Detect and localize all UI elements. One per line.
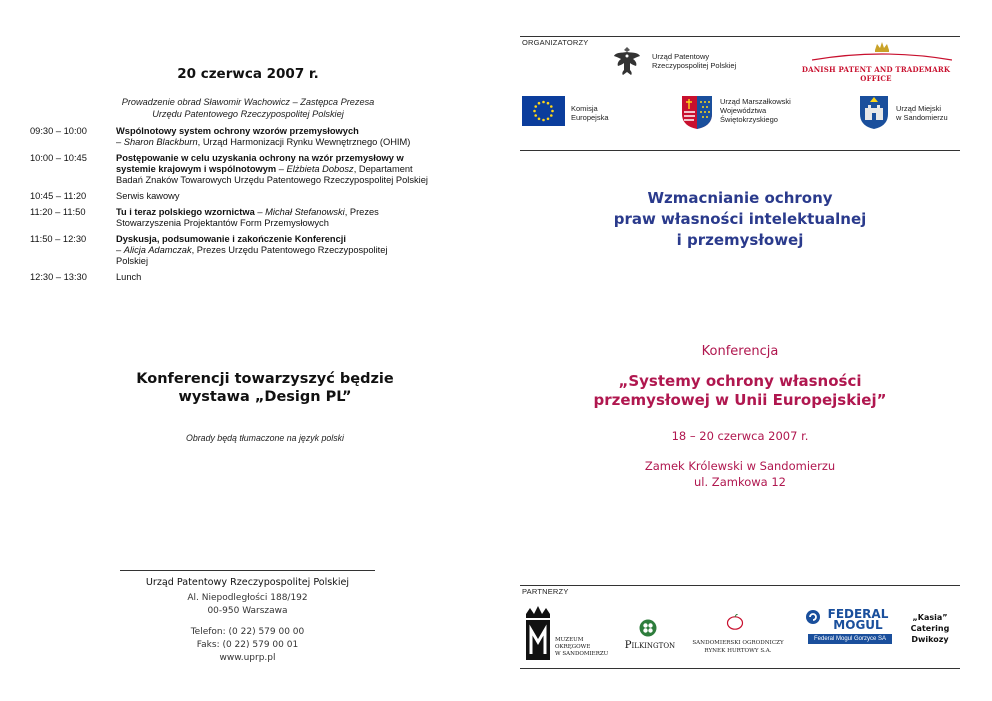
schedule-time: 11:50 – 12:30: [30, 234, 87, 244]
contact-street: Al. Niepodległości 188/192: [187, 593, 308, 603]
speaker-name: Alicja Adamczak: [123, 245, 192, 255]
dkpto-label: DANISH PATENT AND TRADEMARK OFFICE: [801, 65, 951, 83]
organizers-label: ORGANIZATORZY: [522, 38, 589, 47]
headline: Wzmacnianie ochrony praw własności intelektualnej i przemysłowej: [613, 189, 867, 249]
partners-label: PARTNERZY: [522, 587, 569, 596]
session-title: Postępowanie w celu uzyskania ochrony na wzór przemysłowy w systemie krajowym i wspólnotowym: [116, 153, 404, 174]
pilkington-emblem-icon: [639, 619, 657, 637]
conference-dates: 18 – 20 czerwca 2007 r.: [671, 429, 809, 443]
schedule-row: [30, 153, 470, 186]
schedule-row: [30, 207, 470, 229]
schedule-description: Tu i teraz polskiego wzornictwa – Michał Stefanowski, Prezes Stowarzyszenia Projektantów Form Przemysłowych: [116, 207, 379, 228]
schedule-time: 10:00 – 10:45: [30, 153, 87, 163]
schedule-time: 09:30 – 10:00: [30, 126, 87, 136]
contact-city: 00-950 Warszawa: [207, 606, 288, 616]
schedule-time: 12:30 – 13:30: [30, 272, 87, 282]
session-title: Wspólnotowy system ochrony wzorów przemysłowych: [116, 126, 359, 136]
speaker-name: Sharon Blackburn: [123, 137, 198, 147]
museum-logo-text: MUZEUM OKRĘGOWE W SANDOMIERZU: [555, 637, 609, 657]
schedule-time: 11:20 – 11:50: [30, 207, 86, 217]
schedule-description: Lunch: [116, 272, 142, 282]
conference-title: „Systemy ochrony własności przemysłowej w Unii Europejskiej”: [593, 372, 887, 409]
schedule-description: Wspólnotowy system ochrony wzorów przemysłowych – Sharon Blackburn, Urząd Harmonizacji Rynku Wewnętrznego (OHIM): [116, 126, 411, 147]
day-title: 20 czerwca 2007 r.: [177, 66, 319, 82]
crown-icon: [875, 42, 889, 50]
moderation-note: [0, 96, 496, 120]
sorh-logo-text: SANDOMIERSKI OGRODNICZY RYNEK HURTOWY S.A.: [692, 640, 784, 654]
contact-website[interactable]: www.uprp.pl: [219, 653, 276, 663]
kasia-catering-logo-text: „Kasia” Catering Dwikozy: [910, 613, 950, 644]
contact-phone: Telefon: (0 22) 579 00 00: [190, 627, 305, 637]
session-title: Dyskusja, podsumowanie i zakończenie Konferencji: [116, 234, 346, 244]
museum-logo-icon: [524, 604, 552, 660]
schedule-row: [30, 191, 470, 202]
eu-logo-text: Komisja Europejska: [571, 104, 609, 122]
organizers-top-rule: [520, 36, 960, 37]
partners-top-rule: [520, 585, 960, 586]
contact-divider: [120, 570, 375, 571]
schedule-row: [30, 234, 470, 267]
exhibition-announcement: Konferencji towarzyszyć będzie wystawa „Design PL”: [136, 371, 394, 405]
federal-mogul-emblem-icon: [806, 610, 820, 624]
partners-bottom-rule: [520, 668, 960, 669]
translation-note: Obrady będą tłumaczone na język polski: [186, 433, 344, 443]
sandomierz-coat-of-arms-icon: [858, 94, 890, 130]
apple-logo-icon: [726, 614, 744, 630]
conference-label: Konferencja: [701, 344, 779, 359]
schedule-description: Postępowanie w celu uzyskania ochrony na wzór przemysłowy w systemie krajowym i wspólnotowym – Elżbieta Dobosz, Departament Badań Znaków Towarowych Urzędu Patentowego Rzeczypospolitej Polskiej: [116, 153, 428, 185]
federal-mogul-subtitle: Federal Mogul Gorzyce SA: [808, 634, 892, 644]
speaker-name: Michał Stefanowski: [265, 207, 345, 217]
umws-logo-text: Urząd Marszałkowski Województwa Świętokrzyskiego: [720, 97, 791, 124]
uprp-logo-text: Urząd Patentowy Rzeczypospolitej Polskiej: [652, 52, 737, 70]
organizers-bottom-rule: [520, 150, 960, 151]
contact-org: Urząd Patentowy Rzeczypospolitej Polskiej: [145, 577, 350, 588]
schedule-description: Serwis kawowy: [116, 191, 180, 201]
session-title: Tu i teraz polskiego wzornictwa: [116, 207, 255, 217]
schedule-row: [30, 272, 470, 283]
schedule-time: 10:45 – 11:20: [30, 191, 87, 201]
moderation-line: Urzędu Patentowego Rzeczypospolitej Polskiej: [152, 109, 344, 119]
eu-flag-icon: [522, 96, 565, 126]
conference-venue: Zamek Królewski w Sandomierzu ul. Zamkowa 12: [644, 459, 836, 489]
ums-logo-text: Urząd Miejski w Sandomierzu: [896, 104, 948, 122]
contact-block: [120, 576, 375, 665]
speaker-name: Elżbieta Dobosz: [286, 164, 354, 174]
schedule-description: Dyskusja, podsumowanie i zakończenie Konferencji – Alicja Adamczak, Prezes Urzędu Patentowego Rzeczypospolitej Polskiej: [116, 234, 388, 266]
schedule-row: [30, 126, 470, 148]
moderation-line: Prowadzenie obrad Sławomir Wachowicz – Zastępca Prezesa: [121, 97, 375, 107]
pilkington-logo-text: Pilkington: [624, 640, 676, 651]
federal-mogul-logo-text: FEDERAL MOGUL: [827, 607, 889, 632]
contact-fax: Faks: (0 22) 579 00 01: [196, 640, 299, 650]
schedule: [30, 126, 470, 288]
swietokrzyskie-coat-of-arms-icon: [680, 94, 714, 130]
polish-eagle-icon: [612, 44, 642, 78]
